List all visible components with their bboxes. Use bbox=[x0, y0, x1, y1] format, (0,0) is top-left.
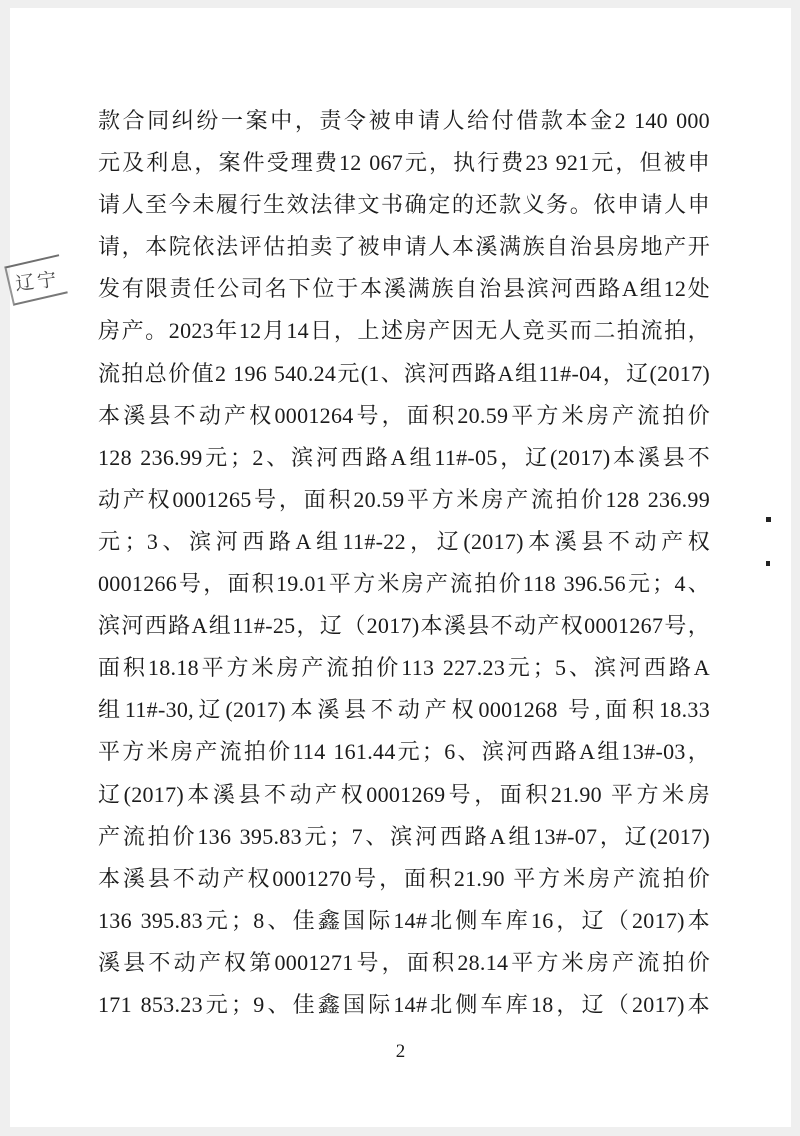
text-line: 本溪县不动产权0001270号，面积21.90 平方米房产流拍价 bbox=[98, 865, 710, 891]
scan-speck bbox=[766, 517, 771, 522]
text-line: 面积18.18平方米房产流拍价113 227.23元；5、滨河西路A bbox=[98, 655, 710, 681]
body-text bbox=[98, 100, 710, 1026]
text-line: 元；3、滨河西路A组11#-22，辽(2017)本溪县不动产权 bbox=[98, 528, 710, 554]
text-line: 发有限责任公司名下位于本溪满族自治县滨河西路A组12处 bbox=[98, 276, 710, 302]
margin-stamp bbox=[4, 254, 68, 306]
text-line: 171 853.23元；9、佳鑫国际14#北侧车库18，辽（2017)本 bbox=[98, 991, 710, 1017]
text-line: 款合同纠纷一案中，责令被申请人给付借款本金2 140 000 bbox=[98, 108, 710, 133]
text-line: 请，本院依法评估拍卖了被申请人本溪满族自治县房地产开 bbox=[98, 234, 710, 260]
text-line: 0001266号，面积19.01平方米房产流拍价118 396.56元；4、 bbox=[98, 571, 710, 597]
document-page bbox=[10, 8, 791, 1127]
text-line: 128 236.99元；2、滨河西路A组11#-05，辽(2017)本溪县不 bbox=[98, 444, 710, 470]
text-line: 136 395.83元；8、佳鑫国际14#北侧车库16，辽（2017)本 bbox=[98, 907, 710, 933]
text-line: 溪县不动产权第0001271号，面积28.14平方米房产流拍价 bbox=[98, 949, 710, 975]
text-line: 元及利息，案件受理费12 067元，执行费23 921元，但被申 bbox=[98, 150, 710, 176]
text-line: 辽(2017)本溪县不动产权0001269号，面积21.90 平方米房 bbox=[98, 781, 710, 807]
text-line: 组11#-30,辽(2017)本溪县不动产权0001268 号,面积18.33 bbox=[98, 697, 710, 723]
text-line: 请人至今未履行生效法律文书确定的还款义务。依申请人申 bbox=[98, 192, 710, 218]
text-line: 平方米房产流拍价114 161.44元；6、滨河西路A组13#-03， bbox=[98, 739, 710, 765]
text-line: 本溪县不动产权0001264号，面积20.59平方米房产流拍价 bbox=[98, 402, 710, 428]
margin-stamp-label: 辽宁 bbox=[14, 268, 61, 295]
text-line: 动产权0001265号，面积20.59平方米房产流拍价128 236.99 bbox=[98, 486, 710, 512]
text-line: 滨河西路A组11#-25，辽（2017)本溪县不动产权0001267号， bbox=[98, 613, 710, 639]
text-line: 房产。2023年12月14日，上述房产因无人竞买而二拍流拍， bbox=[98, 318, 710, 344]
page-number: 2 bbox=[395, 1041, 406, 1062]
text-line: 产流拍价136 395.83元；7、滨河西路A组13#-07，辽(2017) bbox=[98, 823, 710, 849]
text-line: 流拍总价值2 196 540.24元(1、滨河西路A组11#-04，辽(2017) bbox=[98, 360, 710, 386]
scan-speck bbox=[766, 561, 770, 566]
